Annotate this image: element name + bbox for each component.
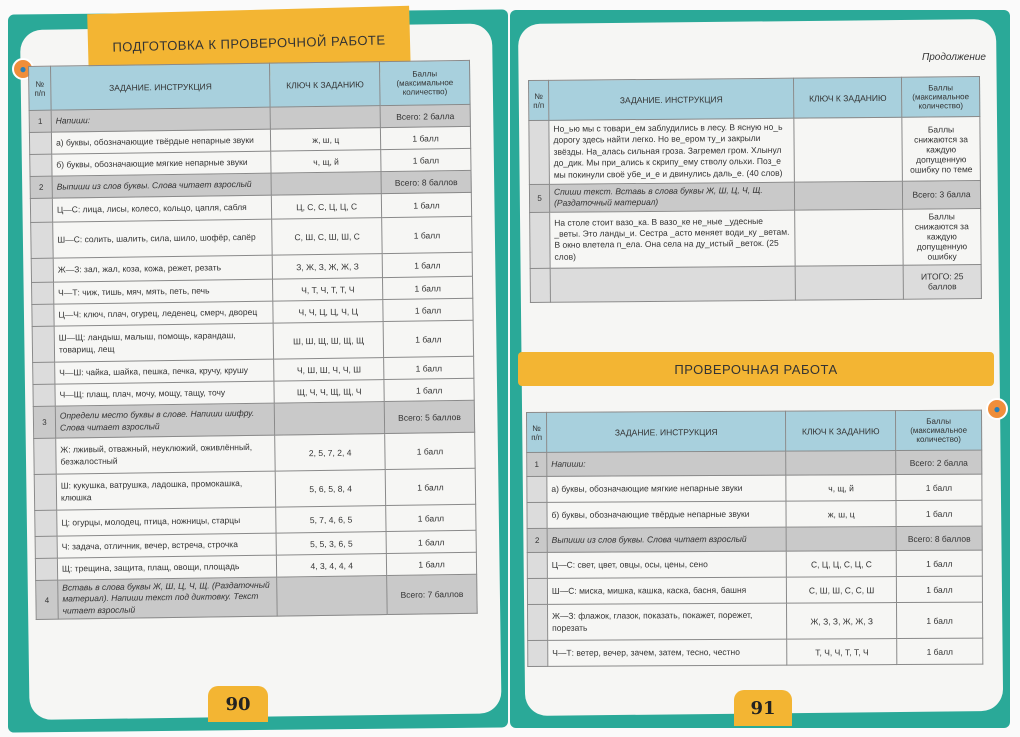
score-cell: 1 балл (386, 552, 476, 575)
task-text: Ч: задача, отличник, вечер, встреча, строчка (57, 533, 277, 558)
score-cell: 1 балл (380, 126, 470, 149)
col-task-header: ЗАДАНИЕ. ИНСТРУКЦИЯ (50, 63, 270, 110)
row-number (29, 132, 51, 154)
row-number: 1 (29, 110, 51, 132)
task-text: Но_ью мы с товари_ем заблудились в лесу. В ясную но_ь дорогу здесь найти легко. Но ве_ером ту_и закрыли звёзды. На_алась сильная гроза. Загремел гром. Хлынул до_дик. Мы при_ались к скрипу_ему стволу ольхи. Поз_е мы покинули своё убе_и_е и двинулись даль_е. (40 слов) (549, 118, 795, 184)
table-row (527, 500, 982, 528)
row-number (530, 212, 550, 268)
score-cell: 1 балл (384, 356, 474, 379)
answer-key: ж, ш, ц (786, 501, 896, 528)
row-number (31, 222, 53, 258)
right-section-title: ПРОВЕРОЧНАЯ РАБОТА (518, 352, 994, 386)
task-text: Ц—С: свет, цвет, овцы, осы, цены, сено (547, 551, 786, 578)
left-answer-table (28, 60, 478, 621)
score-cell: 1 балл (897, 638, 983, 664)
row-number: 2 (30, 176, 52, 198)
table-row (530, 264, 981, 302)
score-cell: 1 балл (386, 530, 476, 553)
answer-key: С, Ш, Ш, С, С, Ш (787, 577, 897, 604)
task-text: Ч—Т: чиж, тишь, мяч, мять, петь, печь (53, 279, 273, 304)
row-number (32, 282, 54, 304)
score-cell: 1 балл (384, 378, 474, 401)
row-number (32, 326, 54, 362)
row-number: 5 (529, 184, 549, 212)
row-number (527, 476, 547, 502)
row-number (527, 552, 547, 578)
col-score-header: Баллы (максимальное количество) (380, 60, 471, 105)
col-key-header: КЛЮЧ К ЗАДАНИЮ (270, 62, 380, 108)
mascot-icon: ● (986, 398, 1008, 420)
answer-key: Ж, З, З, Ж, Ж, З (787, 603, 897, 640)
score-cell: ИТОГО: 25 баллов (903, 264, 981, 299)
task-text: Щ: трещина, защита, плащ, овощи, площадь (57, 555, 277, 580)
answer-key: Ч, Ч, Ц, Ц, Ч, Ц (273, 300, 383, 324)
col-num-header: № п/п (29, 66, 52, 110)
score-cell: 1 балл (383, 298, 473, 321)
answer-key: ж, ш, ц (271, 128, 381, 152)
task-text: Определи место буквы в слове. Напиши шифру. Слова читает взрослый (55, 403, 275, 438)
score-cell: 1 балл (896, 550, 982, 576)
answer-key: С, Ш, С, Ш, Ш, С (272, 218, 382, 256)
score-cell: Всего: 3 балла (902, 181, 980, 210)
task-text: Ж—З: зал, жал, коза, кожа, режет, резать (53, 255, 273, 282)
answer-key (270, 106, 380, 130)
score-cell: 1 балл (896, 576, 982, 602)
score-cell: Баллы снижаются за каждую допущенную ошибку по теме (902, 117, 981, 182)
task-text: б) буквы, обозначающие мягкие непарные звуки (52, 151, 272, 176)
task-section-row (529, 181, 980, 213)
answer-key: 4, 3, 4, 4, 4 (277, 554, 387, 578)
score-cell: 1 балл (896, 500, 982, 526)
task-text: Ш—С: солить, шалить, сила, шило, шофёр, сапёр (53, 219, 273, 258)
task-text: Вставь в слова буквы Ж, Ш, Ц, Ч, Щ. (Раздаточный материал). Напиши текст под диктовку. Текст читает взрослый (58, 577, 278, 619)
answer-key: Ч, Т, Ч, Т, Т, Ч (273, 278, 383, 302)
task-text: Выпиши из слов буквы. Слова читает взрослый (547, 527, 786, 552)
answer-key (786, 451, 896, 476)
answer-key: Ч, Ш, Ш, Ч, Ч, Ш (274, 358, 384, 382)
answer-key: ч, щ, й (271, 150, 381, 174)
col-key-header: КЛЮЧ К ЗАДАНИЮ (794, 77, 902, 118)
score-cell: 1 балл (381, 148, 471, 171)
answer-key (794, 117, 902, 182)
answer-key: С, Ц, Ц, С, Ц, С (787, 551, 897, 578)
table-row (527, 576, 982, 604)
row-number (31, 258, 53, 282)
col-num-header: № п/п (527, 412, 547, 452)
score-cell: Баллы снижаются за каждую допущенную ошибку (903, 208, 981, 265)
answer-key: ч, щ, й (786, 475, 896, 502)
table-row (529, 117, 981, 185)
row-number (527, 578, 547, 604)
table-row (34, 468, 475, 510)
task-text: Ш—С: миска, мишка, кашка, каска, басня, башня (547, 577, 786, 604)
score-cell: 1 балл (382, 252, 472, 277)
task-text: а) буквы, обозначающие твёрдые непарные звуки (51, 129, 271, 154)
score-cell: 1 балл (897, 602, 983, 638)
table-row (528, 638, 983, 666)
col-task-header: ЗАДАНИЕ. ИНСТРУКЦИЯ (548, 78, 794, 120)
task-text: На столе стоит вазо_ка. В вазо_ке не_ные _удесные _веты. Это ланды_и. Сестра _асто меняет води_ку _ветам. В окно влетела п_ела. Она села на ду_истый _веток. (25 слов) (550, 210, 796, 268)
score-cell: 1 балл (382, 216, 472, 253)
answer-key (275, 402, 385, 436)
left-page-title: ПОДГОТОВКА К ПРОВЕРОЧНОЙ РАБОТЕ (87, 6, 411, 80)
score-cell: Всего: 2 балла (380, 104, 470, 127)
continuation-label: Продолжение (922, 52, 986, 63)
table-row (31, 216, 472, 258)
row-number (527, 502, 547, 528)
score-cell: 1 балл (383, 320, 473, 357)
task-text (550, 266, 796, 302)
answer-key (271, 172, 381, 196)
col-score-header: Баллы (максимальное количество) (896, 410, 982, 450)
task-text: Спиши текст. Вставь в слова буквы Ж, Ш, Ц, Ч, Щ. (Раздаточный материал) (549, 182, 795, 212)
table-row (530, 208, 981, 268)
answer-key: 5, 6, 5, 8, 4 (276, 470, 386, 508)
task-text: Напиши: (51, 107, 271, 132)
row-number (35, 536, 57, 558)
col-task-header: ЗАДАНИЕ. ИНСТРУКЦИЯ (546, 411, 786, 452)
right-continuation-table (528, 76, 982, 303)
answer-key (795, 209, 903, 266)
task-section-row (527, 450, 982, 476)
row-number: 1 (527, 452, 547, 476)
task-section-row (36, 574, 478, 620)
score-cell: Всего: 2 балла (896, 450, 982, 474)
row-number (34, 438, 56, 474)
row-number (33, 362, 55, 384)
row-number (32, 304, 54, 326)
row-number: 2 (527, 528, 547, 552)
task-text: Выпиши из слов буквы. Слова читает взрослый (52, 173, 272, 198)
table-row (34, 432, 475, 474)
col-score-header: Баллы (максимальное количество) (902, 77, 980, 118)
row-number (528, 604, 548, 640)
answer-key (786, 527, 896, 552)
task-text: Ш: кукушка, ватрушка, ладошка, промокашка, клюшка (56, 471, 276, 510)
task-text: Ц—С: лица, лисы, колесо, кольцо, цапля, сабля (52, 195, 272, 222)
row-number (30, 154, 52, 176)
table-row (527, 550, 982, 578)
score-cell: 1 балл (385, 432, 475, 469)
answer-key: 5, 7, 4, 6, 5 (276, 506, 386, 534)
score-cell: 1 балл (383, 276, 473, 299)
task-text: а) буквы, обозначающие мягкие непарные звуки (547, 475, 786, 502)
task-text: Ч—Ш: чайка, шайка, пешка, печка, кручу, крушу (55, 359, 275, 384)
score-cell: Всего: 8 баллов (381, 170, 471, 193)
task-text: Ч—Щ: плащ, плач, мочу, мощу, тащу, точу (55, 381, 275, 406)
col-num-header: № п/п (529, 80, 549, 120)
task-section-row (527, 526, 982, 552)
task-text: Ж: лживый, отважный, неуклюжий, оживлённый, безжалостный (56, 435, 276, 474)
table-row (32, 320, 473, 362)
row-number (530, 268, 550, 302)
page-number: 91 (734, 690, 792, 726)
task-text: Ц: огурцы, молодец, птица, ножницы, старцы (57, 507, 277, 536)
row-number (33, 384, 55, 406)
row-number (35, 510, 57, 536)
answer-key: Т, Ч, Ч, Т, Т, Ч (787, 639, 897, 666)
row-number (528, 640, 548, 666)
score-cell: 1 балл (385, 468, 475, 505)
answer-key: 2, 5, 7, 2, 4 (275, 434, 385, 472)
answer-key (795, 265, 903, 300)
row-number: 3 (33, 406, 55, 438)
score-cell: 1 балл (386, 504, 476, 531)
answer-key (795, 181, 903, 210)
col-key-header: КЛЮЧ К ЗАДАНИЮ (786, 411, 896, 452)
table-row (527, 474, 982, 502)
score-cell: Всего: 7 баллов (387, 574, 477, 615)
row-number: 4 (36, 580, 59, 620)
answer-key: З, Ж, З, Ж, Ж, З (272, 254, 382, 280)
answer-key: 5, 5, 3, 6, 5 (276, 532, 386, 556)
row-number (34, 474, 56, 510)
task-text: Ч—Т: ветер, вечер, зачем, затем, тесно, честно (548, 639, 787, 666)
answer-key (277, 576, 387, 617)
score-cell: Всего: 5 баллов (384, 400, 474, 433)
row-number (30, 198, 52, 222)
score-cell: 1 балл (896, 474, 982, 500)
score-cell: Всего: 8 баллов (896, 526, 982, 550)
answer-key: Ш, Ш, Щ, Ш, Щ, Щ (273, 322, 383, 360)
task-text: Ж—З: флажок, глазок, показать, покажет, порежет, порезать (547, 603, 786, 640)
score-cell: 1 балл (381, 192, 471, 217)
task-text: Ц—Ч: ключ, плач, огурец, леденец, смерч, дворец (54, 301, 274, 326)
row-number (35, 558, 57, 580)
right-test-table (526, 410, 983, 667)
task-text: б) буквы, обозначающие твёрдые непарные звуки (547, 501, 786, 528)
mascot-icon: ● (12, 58, 34, 80)
answer-key: Ц, С, С, Ц, Ц, С (272, 194, 382, 220)
task-text: Ш—Щ: ландыш, малыш, помощь, карандаш, товарищ, лещ (54, 323, 274, 362)
answer-key: Щ, Ч, Ч, Щ, Щ, Ч (274, 380, 384, 404)
task-text: Напиши: (547, 451, 786, 476)
table-row (528, 602, 983, 640)
row-number (529, 120, 550, 184)
page-number: 90 (208, 686, 268, 722)
